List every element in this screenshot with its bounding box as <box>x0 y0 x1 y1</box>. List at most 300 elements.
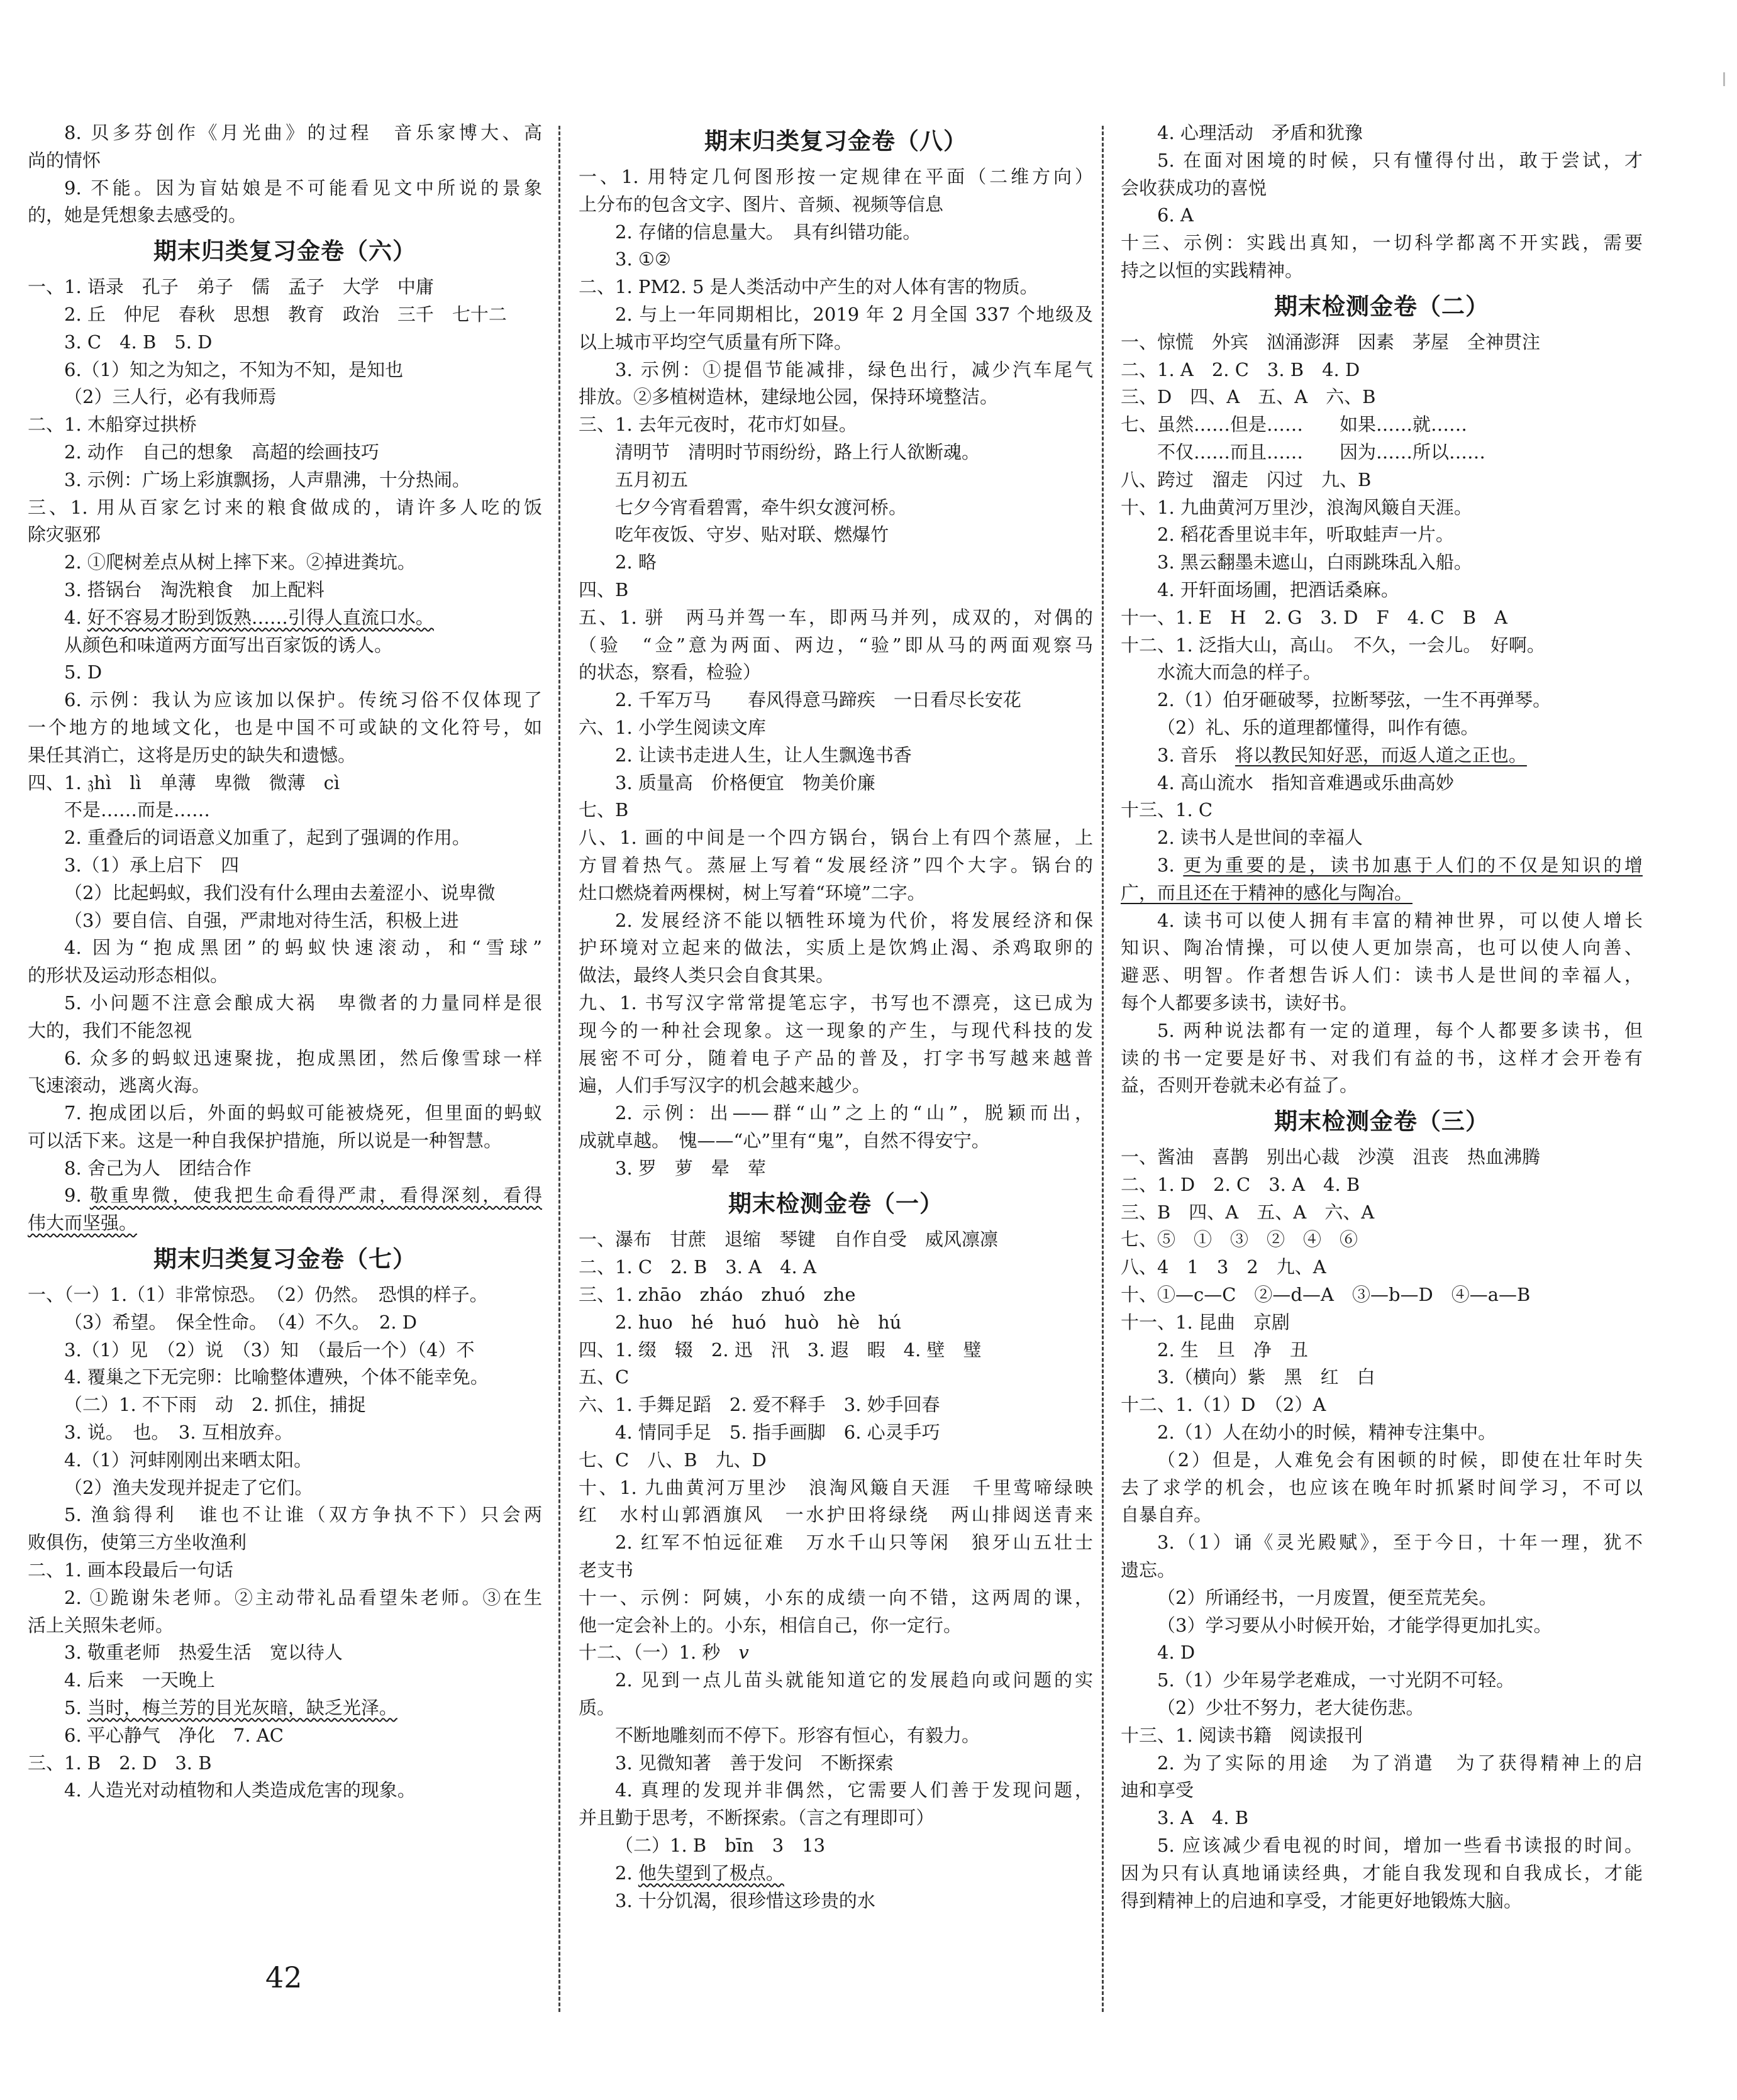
answer-line <box>28 1777 542 1804</box>
answer-text: 9. 不能。因为盲姑娘是不可能看见文中所说的景象 <box>64 177 542 199</box>
answer-text: 6. 平心静气 净化 7. AC <box>64 1724 284 1746</box>
answer-text: （2）所诵经书，一月废置，便至荒芜矣。 <box>1157 1586 1497 1608</box>
answer-line <box>579 219 1093 246</box>
answer-text: 5. 两种说法都有一定的道理，每个人都要多读书，但 <box>1157 1019 1643 1041</box>
answer-text: 可以活下来。这是一种自我保护措施，所以说是一种智慧。 <box>28 1129 502 1151</box>
answer-text: 展密不可分，随着电子产品的普及，打字书写越来越普 <box>579 1047 1093 1069</box>
answer-line <box>28 119 542 147</box>
answer-text: 6. 众多的蚂蚁迅速聚拢，抱成黑团，然后像雪球一样 <box>64 1047 542 1069</box>
answer-text: 4.（1）河蚌刚刚出来晒太阳。 <box>64 1449 313 1471</box>
answer-line <box>28 632 542 660</box>
answer-text: 3. 见微知著 善于发问 不断探索 <box>615 1752 894 1774</box>
answer-text: 2.（1）伯牙砸破琴，拉断琴弦，一生不再弹琴。 <box>1157 689 1551 711</box>
wavy-underlined-text: 当时，梅兰芳的目光灰暗，缺乏光泽。 <box>87 1697 397 1719</box>
answer-text: 现今的一种社会现象。这一现象的产生，与现代科技的发 <box>579 1019 1093 1041</box>
answer-text: 一、酱油 喜鹊 别出心裁 沙漠 沮丧 热血沸腾 <box>1121 1146 1541 1168</box>
answer-line <box>1121 824 1643 852</box>
answer-text: 自暴自弃。 <box>1121 1504 1213 1526</box>
answer-line <box>28 1639 542 1667</box>
answer-line <box>28 824 542 852</box>
answer-line <box>1121 852 1643 880</box>
answer-text: 七夕今宵看碧霄，牵牛织女渡河桥。 <box>615 496 907 518</box>
answer-text: 红 水村山郭酒旗风 一水护田将绿绕 两山排闼送青来 <box>579 1504 1093 1526</box>
answer-line <box>28 384 542 411</box>
answer-line <box>28 1667 542 1694</box>
answer-text: 老支书 <box>579 1559 634 1581</box>
answer-line <box>28 1584 542 1612</box>
answer-text: 三、1. 用从百家乞讨来的粮食做成的，请许多人吃的饭 <box>28 496 542 518</box>
answer-text: 3. 罗 萝 晕 荤 <box>615 1157 766 1179</box>
answer-line <box>1121 1045 1643 1073</box>
answer-line <box>1121 467 1643 494</box>
answer-text: 5.（1）少年易学老难成，一寸光阴不可轻。 <box>1157 1669 1515 1691</box>
answer-line <box>579 1832 1093 1860</box>
answer-line <box>1121 714 1643 742</box>
answer-text: 5. 渔翁得利 谁也不让谁（双方争执不下）只会两 <box>64 1504 542 1526</box>
answer-line <box>28 604 542 632</box>
answer-line <box>579 1584 1093 1612</box>
answer-text: 2. 与上一年同期相比，2019 年 2 月全国 337 个地级及 <box>615 303 1093 325</box>
answer-line <box>28 521 542 549</box>
answer-text: 一、惊慌 外宾 汹涌澎湃 因素 茅屋 全神贯注 <box>1121 331 1541 353</box>
answer-line <box>1121 384 1643 411</box>
answer-line <box>579 1887 1093 1915</box>
answer-line <box>1121 934 1643 962</box>
answer-text: 七、虽然……但是…… 如果……就…… <box>1121 414 1468 436</box>
answer-text: 成就卓越。 愧——“心”里有“鬼”，自然不得安宁。 <box>579 1129 990 1151</box>
answer-line <box>28 1474 542 1502</box>
answer-text: 十一、1. 昆曲 京剧 <box>1121 1311 1290 1333</box>
answer-line <box>28 549 542 577</box>
answer-line <box>1121 1474 1643 1502</box>
answer-line <box>579 521 1093 549</box>
answer-line <box>579 1017 1093 1045</box>
answer-text: 3. 十分饥渴，很珍惜这珍贵的水 <box>615 1889 875 1911</box>
answer-line <box>579 1391 1093 1419</box>
answer-line <box>28 577 542 604</box>
answer-text: 2. 存储的信息量大。 具有纠错功能。 <box>615 221 921 243</box>
answer-text: 2. 读书人是世间的幸福人 <box>1157 827 1363 849</box>
answer-line <box>1121 604 1643 632</box>
answer-text: 十二、（一）1. 秒 𝑣 <box>579 1642 749 1664</box>
answer-line <box>28 1017 542 1045</box>
answer-line <box>1121 1804 1643 1832</box>
answer-text: 四、1. 缀 辍 2. 迅 汛 3. 遐 暇 4. 壁 璧 <box>579 1339 982 1361</box>
answer-line <box>579 1226 1093 1254</box>
answer-text: 清明节 清明时节雨纷纷，路上行人欲断魂。 <box>615 441 980 463</box>
answer-line <box>28 797 542 824</box>
answer-text: 3.（1）见 （2）说 （3）知 （最后一个）（4）不 <box>64 1339 475 1361</box>
answer-line <box>1121 1529 1643 1557</box>
answer-line <box>579 824 1093 852</box>
answer-text: 3. ①② <box>615 248 671 270</box>
answer-text: 九、1. 书写汉字常常提笔忘字，书写也不漂亮，这已成为 <box>579 992 1093 1014</box>
answer-text: 败俱伤，使第三方坐收渔利 <box>28 1532 247 1554</box>
answer-text: （2）渔夫发现并捉走了它们。 <box>64 1476 313 1498</box>
wavy-underlined-text: 伟大而坚强。 <box>28 1212 138 1234</box>
answer-text: 八、跨过 溜走 闪过 九、B <box>1121 468 1372 490</box>
answer-line <box>28 1501 542 1529</box>
answer-line <box>28 1557 542 1584</box>
answer-text: 七、B <box>579 799 629 821</box>
answer-text: 2. 示例：出——群“山”之上的“山”，脱颖而出， <box>615 1102 1093 1124</box>
answer-line <box>28 880 542 907</box>
answer-text: 五、C <box>579 1366 630 1388</box>
page-edge-mark <box>1723 72 1725 86</box>
answer-text: 2. 丘 仲尼 春秋 思想 教育 政治 三千 七十二 <box>64 303 507 325</box>
section-heading: 期末归类复习金卷（七） <box>153 1246 416 1273</box>
answer-line <box>579 604 1093 632</box>
answer-text: 三、B 四、A 五、A 六、A <box>1121 1201 1375 1223</box>
answer-line <box>579 1722 1093 1750</box>
answer-text: 4. 开轩面场圃，把酒话桑麻。 <box>1157 578 1399 600</box>
answer-line <box>579 962 1093 990</box>
answer-line <box>28 1155 542 1183</box>
answer-line <box>579 1072 1093 1100</box>
answer-line <box>28 1100 542 1127</box>
answer-line <box>28 301 542 329</box>
answer-text: 4. <box>64 606 87 628</box>
answer-text: （3）学习要从小时候开始，才能学得更加扎实。 <box>1157 1614 1552 1636</box>
answer-text: 3.（横向）紫 黑 红 白 <box>1157 1366 1375 1388</box>
answer-line <box>579 1155 1093 1183</box>
answer-text: 6. 示例：我认为应该加以保护。传统习俗不仅体现了 <box>64 689 542 711</box>
answer-line <box>28 742 542 770</box>
answer-text: 二、1. 木船穿过拱桥 <box>28 414 197 436</box>
answer-line <box>1121 411 1643 439</box>
answer-line <box>28 1210 542 1237</box>
answer-line <box>28 1419 542 1447</box>
answer-text: 一、（一）1.（1）非常惊恐。 （2）仍然。 恐惧的样子。 <box>28 1284 488 1306</box>
answer-line <box>579 742 1093 770</box>
answer-text: （2）三人行，必有我师焉 <box>64 386 277 408</box>
answer-line <box>579 934 1093 962</box>
answer-line <box>579 301 1093 329</box>
answer-line <box>28 1750 542 1777</box>
answer-line <box>1121 1309 1643 1337</box>
answer-text: 3. 黑云翻墨未遮山，白雨跳珠乱入船。 <box>1157 551 1472 573</box>
answer-line <box>28 274 542 301</box>
answer-line <box>28 907 542 935</box>
answer-line <box>1121 1391 1643 1419</box>
column-divider-left <box>558 126 560 2012</box>
answer-text: 4. 心理活动 矛盾和犹豫 <box>1157 122 1363 143</box>
answer-line <box>579 1419 1093 1447</box>
answer-text: 活上关照朱老师。 <box>28 1614 174 1636</box>
underlined-text: 将以教民知好恶，而返人道之正也。 <box>1235 744 1527 766</box>
answer-text: （二）1. B bīn 3 13 <box>615 1835 826 1857</box>
answer-text: 9. <box>64 1185 90 1207</box>
answer-text: 读的书一定要是好书、对我们有益的书，这样才会开卷有 <box>1121 1047 1643 1069</box>
answer-text: 2. 让读书走进人生，让人生飘逸书香 <box>615 744 912 766</box>
answer-text: 2. 生 旦 净 丑 <box>1157 1339 1308 1361</box>
answer-text: 十一、1. E H 2. G 3. D F 4. C B A <box>1121 606 1507 628</box>
answer-line <box>579 1309 1093 1337</box>
answer-line <box>1121 742 1643 770</box>
answer-text: 二、1. C 2. B 3. A 4. A <box>579 1256 816 1278</box>
answer-text: 三、1. B 2. D 3. B <box>28 1752 212 1774</box>
answer-text: （2）比起蚂蚁，我们没有什么理由去羞涩小、说卑微 <box>64 881 496 904</box>
answer-text: 十、1. 九曲黄河万里沙，浪淘风簸自天涯。 <box>1121 496 1472 518</box>
answer-text: 的状态，察看，检验） <box>579 661 762 683</box>
answer-text: 大的，我们不能忽视 <box>28 1019 192 1041</box>
answer-text: 七、C 八、B 九、D <box>579 1449 767 1471</box>
answer-text: 十三、1. C <box>1121 799 1213 821</box>
answer-text: 三、1. zhāo zháo zhuó zhe <box>579 1284 856 1306</box>
answer-line <box>1121 229 1643 257</box>
answer-line <box>579 1501 1093 1529</box>
answer-line <box>28 411 542 439</box>
answer-text: 三、1. 去年元夜时，花市灯如昼。 <box>579 414 857 436</box>
answer-text: 三、D 四、A 五、A 六、B <box>1121 386 1376 408</box>
answer-line <box>1121 147 1643 175</box>
answer-line <box>1121 659 1643 687</box>
answer-text: 迪和享受 <box>1121 1779 1194 1801</box>
answer-line <box>1121 1501 1643 1529</box>
answer-text: 以上城市平均空气质量有所下降。 <box>579 331 853 353</box>
answer-line <box>579 1474 1093 1502</box>
answer-line <box>28 1391 542 1419</box>
answer-text: 的形状及运动形态相似。 <box>28 964 229 986</box>
wavy-underlined-text: 好不容易才盼到饭熟……引得人直流口水。 <box>87 606 434 628</box>
answer-line <box>1121 119 1643 147</box>
answer-text: 5. D <box>64 661 103 683</box>
answer-line <box>579 329 1093 356</box>
answer-text: 灶口燃烧着两棵树，树上写着“环境”二字。 <box>579 881 926 904</box>
answer-text: （3）要自信、自强，严肃地对待生活，积极上进 <box>64 909 459 931</box>
answer-line <box>579 1337 1093 1364</box>
answer-line <box>28 962 542 990</box>
answer-line <box>28 770 542 797</box>
answer-text: 2. 略 <box>615 551 657 573</box>
answer-text: 十三、示例：实践出真知，一切科学都离不开实践，需要 <box>1121 232 1643 254</box>
answer-line <box>28 147 542 175</box>
answer-line <box>28 934 542 962</box>
answer-line <box>1121 1072 1643 1100</box>
answer-line <box>28 659 542 687</box>
answer-line <box>1121 329 1643 356</box>
answer-text: 遍，人们手写汉字的机会越来越少。 <box>579 1075 871 1097</box>
answer-line <box>28 1309 542 1337</box>
answer-text: （二）1. 不下雨 动 2. 抓住，捕捉 <box>64 1394 366 1416</box>
section-heading: 期末检测金卷（一） <box>728 1190 943 1218</box>
answer-line <box>579 907 1093 935</box>
answer-text: 二、1. PM2. 5 是人类活动中产生的对人体有害的物质。 <box>579 276 1038 298</box>
answer-line <box>28 1694 542 1722</box>
answer-text: 每个人都要多读书，读好书。 <box>1121 992 1358 1014</box>
answer-text: （验 “佥”意为两面、两边，“验”即从马的两面观察马 <box>579 634 1093 656</box>
answer-text: 一、1. 语录 孔子 弟子 儒 孟子 大学 中庸 <box>28 276 434 298</box>
answer-line <box>1121 494 1643 522</box>
answer-text: 3. 音乐 <box>1157 744 1235 766</box>
answer-line <box>1121 175 1643 202</box>
answer-line <box>28 1045 542 1073</box>
answer-text: 四、1. 𝔷hì lì 单薄 卑微 微薄 cì <box>28 771 340 793</box>
answer-text: 2. 发展经济不能以牺牲环境为代价，将发展经济和保 <box>615 909 1093 931</box>
answer-line <box>1121 549 1643 577</box>
answer-text: 8. 舍己为人 团结合作 <box>64 1157 252 1179</box>
section-heading: 期末检测金卷（二） <box>1274 292 1489 320</box>
answer-text: 2. ①跪谢朱老师。②主动带礼品看望朱老师。③在生 <box>64 1586 542 1608</box>
answer-line <box>579 714 1093 742</box>
answer-text: 3. 示例：广场上彩旗飘扬，人声鼎沸，十分热闹。 <box>64 468 470 490</box>
answer-text: 十二、1.（1）D （2）A <box>1121 1394 1326 1416</box>
answer-text: （2）少壮不努力，老大徒伤悲。 <box>1157 1697 1424 1719</box>
answer-line <box>28 1127 542 1155</box>
answer-line <box>579 1045 1093 1073</box>
answer-line <box>579 659 1093 687</box>
answer-text: 5. 应该减少看电视的时间，增加一些看书读报的时间。 <box>1157 1835 1643 1857</box>
answer-text: 六、1. 手舞足蹈 2. 爱不释手 3. 妙手回春 <box>579 1394 940 1416</box>
answer-line <box>579 467 1093 494</box>
answer-text: 6. A <box>1157 204 1194 226</box>
answer-text: 2. ①爬树差点从树上摔下来。②掉进粪坑。 <box>64 551 416 573</box>
answer-line <box>579 1804 1093 1832</box>
answer-text: 的，她是凭想象去感受的。 <box>28 204 247 226</box>
answer-line <box>1121 880 1643 907</box>
answer-line <box>1121 770 1643 797</box>
answer-line <box>1121 1419 1643 1447</box>
answer-line <box>28 1364 542 1391</box>
answer-line <box>28 1722 542 1750</box>
answer-text: 4. 后来 一天晚上 <box>64 1669 215 1691</box>
answer-line <box>1121 907 1643 935</box>
answer-text: 2.（1）人在幼小的时候，精神专注集中。 <box>1157 1422 1497 1444</box>
answer-line <box>579 577 1093 604</box>
answer-text: 他一定会补上的。小东，相信自己，你一定行。 <box>579 1614 962 1636</box>
answer-line <box>579 797 1093 824</box>
answer-line <box>1121 1667 1643 1694</box>
answer-line <box>1121 1144 1643 1171</box>
answer-text: 八、1. 画的中间是一个四方锅台，锅台上有四个蒸屉，上 <box>579 827 1093 849</box>
answer-text: 2. 动作 自己的想象 高超的绘画技巧 <box>64 441 379 463</box>
answer-text: 一、瀑布 甘蔗 退缩 琴键 自作自受 威风凛凛 <box>579 1229 999 1251</box>
answer-line <box>579 494 1093 522</box>
answer-line <box>1121 1171 1643 1199</box>
answer-text: 4. 真理的发现并非偶然，它需要人们善于发现问题， <box>615 1779 1093 1801</box>
answer-text: 因为只有认真地诵读经典，才能自我发现和自我成长，才能 <box>1121 1862 1643 1884</box>
answer-text: 6.（1）知之为知之，不知为不知，是知也 <box>64 358 404 380</box>
answer-text: 果任其消亡，这将是历史的缺失和遗憾。 <box>28 744 357 766</box>
answer-line <box>28 1182 542 1210</box>
answer-text: 二、1. 画本段最后一句话 <box>28 1559 233 1581</box>
answer-line <box>1121 1281 1643 1309</box>
answer-text: 3.（1）诵《灵光殿赋》，至于今日，十年一理，犹不 <box>1157 1532 1643 1554</box>
answer-line <box>579 1529 1093 1557</box>
answer-line <box>579 1364 1093 1391</box>
answer-line <box>28 990 542 1017</box>
answer-text: 2. 为了实际的用途 为了消遣 为了获得精神上的启 <box>1157 1752 1643 1774</box>
answer-text: 4. 人造光对动植物和人类造成危害的现象。 <box>64 1779 416 1801</box>
answer-line <box>28 329 542 356</box>
answer-line <box>579 1254 1093 1281</box>
answer-line <box>579 770 1093 797</box>
answer-text: 3. A 4. B <box>1157 1807 1249 1829</box>
answer-line <box>1121 1017 1643 1045</box>
answer-text: 益，否则开卷就未必有益了。 <box>1121 1075 1358 1097</box>
answer-text: 上分布的包含文字、图片、音频、视频等信息 <box>579 193 944 215</box>
answer-line <box>1121 1584 1643 1612</box>
answer-line <box>28 439 542 467</box>
answer-line <box>579 1777 1093 1804</box>
answer-line <box>1121 962 1643 990</box>
answer-line <box>1121 1199 1643 1227</box>
answer-text: 知识、陶冶情操，可以使人更加崇高，也可以使人向善、 <box>1121 937 1643 959</box>
answer-text: 排放。②多植树造林，建绿地公园，保持环境整洁。 <box>579 386 999 408</box>
answer-line <box>579 1100 1093 1127</box>
answer-text: 十、1. 九曲黄河万里沙 浪淘风簸自天涯 千里莺啼绿映 <box>579 1476 1093 1498</box>
answer-text: 护环境对立起来的做法，实质上是饮鸩止渴、杀鸡取卵的 <box>579 937 1093 959</box>
answer-text: 不仅……而且…… 因为……所以…… <box>1157 441 1486 463</box>
answer-line <box>28 494 542 522</box>
answer-text: 水流大而急的样子。 <box>1157 661 1322 683</box>
answer-line <box>1121 687 1643 714</box>
answer-text: 4. 高山流水 指知音难遇或乐曲高妙 <box>1157 771 1454 793</box>
answer-text: 吃年夜饭、守岁、贴对联、燃爆竹 <box>615 524 889 546</box>
answer-text: 持之以恒的实践精神。 <box>1121 259 1304 281</box>
answer-text: 3. C 4. B 5. D <box>64 331 213 353</box>
answer-text: 五月初五 <box>615 468 689 490</box>
answer-text: 2. 千军万马 春风得意马蹄疾 一日看尽长安花 <box>615 689 1021 711</box>
answer-text: （2）但是，人难免会有困顿的时候，即使在壮年时失 <box>1157 1449 1643 1471</box>
answer-text: 3. 示例：①提倡节能减排，绿色出行，减少汽车尾气 <box>615 358 1093 380</box>
answer-line <box>579 1447 1093 1474</box>
answer-text: 3. 质量高 价格便宜 物美价廉 <box>615 771 875 793</box>
answer-text: 2. 稻花香里说丰年，听取蛙声一片。 <box>1157 524 1454 546</box>
answer-text: 二、1. D 2. C 3. A 4. B <box>1121 1173 1360 1195</box>
page-number: 42 <box>265 1960 302 1994</box>
answer-text: 质。 <box>579 1697 616 1719</box>
answer-text: 遗忘。 <box>1121 1559 1176 1581</box>
answer-line <box>28 1612 542 1640</box>
answer-text: 做法，最终人类只会自食其果。 <box>579 964 835 986</box>
answer-line <box>1121 797 1643 824</box>
answer-column-2 <box>579 119 1093 1915</box>
answer-text: 从颜色和味道两方面写出百家饭的诱人。 <box>64 634 393 656</box>
answer-text: 4. 情同手足 5. 指手画脚 6. 心灵手巧 <box>615 1422 940 1444</box>
answer-line <box>579 1694 1093 1722</box>
answer-text: 七、⑤ ① ③ ② ④ ⑥ <box>1121 1229 1358 1251</box>
answer-line <box>1121 356 1643 384</box>
answer-line <box>579 880 1093 907</box>
answer-text: 八、4 1 3 2 九、A <box>1121 1256 1326 1278</box>
answer-line <box>1121 1694 1643 1722</box>
answer-text: 3.（1）承上启下 四 <box>64 854 240 876</box>
answer-text: 4. 因为“抱成黑团”的蚂蚁快速滚动，和“雪球” <box>64 937 542 959</box>
answer-text: 7. 抱成团以后，外面的蚂蚁可能被烧死，但里面的蚂蚁 <box>64 1102 542 1124</box>
answer-text: 5. <box>64 1697 87 1719</box>
answer-text: 5. 在面对困境的时候，只有懂得付出，敢于尝试，才 <box>1157 149 1643 171</box>
answer-line <box>579 687 1093 714</box>
answer-line <box>579 1612 1093 1640</box>
section-heading: 期末检测金卷（三） <box>1274 1108 1489 1136</box>
answer-line <box>579 1557 1093 1584</box>
answer-text: 十一、示例：阿姨，小东的成绩一向不错，这两周的课， <box>579 1586 1093 1608</box>
answer-line <box>1121 1722 1643 1750</box>
answer-line <box>579 356 1093 384</box>
answer-text: 3. 敬重老师 热爱生活 宽以待人 <box>64 1642 343 1664</box>
answer-line <box>1121 1887 1643 1915</box>
answer-line <box>579 274 1093 301</box>
answer-text: 4. 读书可以使人拥有丰富的精神世界，可以使人增长 <box>1157 909 1643 931</box>
answer-line <box>579 549 1093 577</box>
answer-text: 避恶、明智。作者想告诉人们：读书人是世间的幸福人， <box>1121 964 1643 986</box>
answer-column-1 <box>28 119 542 1804</box>
answer-text: 2. 红军不怕远征难 万水千山只等闲 狼牙山五壮士 <box>615 1532 1093 1554</box>
answer-text: 除灾驱邪 <box>28 524 101 546</box>
answer-text: 尚的情怀 <box>28 149 101 171</box>
answer-text: 4. 覆巢之下无完卵：比喻整体遭殃，个体不能幸免。 <box>64 1366 489 1388</box>
